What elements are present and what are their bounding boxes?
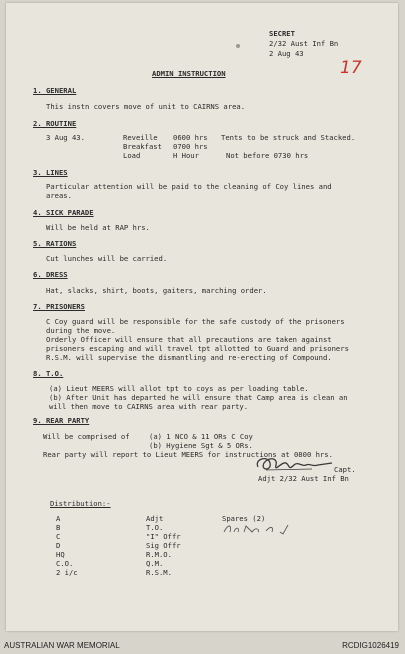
section-heading-prisoners: 7. PRISONERS — [33, 302, 85, 311]
distribution-item: HQ — [56, 550, 65, 559]
section-heading-sick-parade: 4. SICK PARADE — [33, 208, 94, 217]
distribution-item: R.S.M. — [146, 568, 172, 577]
distribution-item: D — [56, 541, 61, 550]
to-text: (a) Lieut MEERS will allot tpt to coys as per loading table. — [49, 384, 309, 393]
section-heading-to: 8. T.O. — [33, 369, 64, 378]
distribution-item: C — [56, 532, 61, 541]
signature-appointment: Adjt 2/32 Aust Inf Bn — [258, 474, 349, 483]
document-page — [6, 3, 398, 631]
dress-text: Hat, slacks, shirt, boots, gaiters, marching order. — [46, 286, 267, 295]
distribution-item: Adjt — [146, 514, 164, 523]
routine-note: Not before 0730 hrs — [226, 151, 309, 160]
section-heading-routine: 2. ROUTINE — [33, 119, 77, 128]
routine-date: 3 Aug 43. — [46, 133, 85, 142]
handwritten-signature — [252, 453, 342, 475]
section-heading-dress: 6. DRESS — [33, 270, 68, 279]
classification-label: SECRET — [269, 29, 295, 38]
document-date: 2 Aug 43 — [269, 49, 304, 58]
rear-party-item: (b) Hygiene Sgt & 5 ORs. — [149, 441, 253, 450]
prisoners-text: R.S.M. will supervise the dismantling and re-erecting of Compound. — [46, 353, 332, 362]
pencil-annotation — [222, 522, 292, 536]
rear-party-intro: Will be comprised of — [43, 432, 130, 441]
routine-time: 0600 hrs — [173, 133, 208, 142]
distribution-item: "I" Offr — [146, 532, 181, 541]
punch-hole — [236, 44, 240, 48]
lines-text: Particular attention will be paid to the cleaning of Coy lines and — [46, 182, 332, 191]
distribution-item: Sig Offr — [146, 541, 181, 550]
routine-note: Tents to be struck and Stacked. — [221, 133, 356, 142]
document-title: ADMIN INSTRUCTION — [152, 69, 226, 78]
record-id: RCDIG1026419 — [342, 641, 399, 650]
distribution-item: B — [56, 523, 61, 532]
distribution-item: C.O. — [56, 559, 74, 568]
section-heading-rations: 5. RATIONS — [33, 239, 77, 248]
unit-name: 2/32 Aust Inf Bn — [269, 39, 339, 48]
rear-party-item: (a) 1 NCO & 11 ORs C Coy — [149, 432, 253, 441]
prisoners-text: prisoners escaping and will travel tpt allotted to Guard and prisoners — [46, 344, 349, 353]
distribution-item: R.M.O. — [146, 550, 172, 559]
routine-event: Reveille — [123, 133, 158, 142]
distribution-item: T.O. — [146, 523, 164, 532]
general-text: This instn covers move of unit to CAIRNS area. — [46, 102, 246, 111]
distribution-heading: Distribution:- — [50, 499, 111, 508]
distribution-item: 2 i/c — [56, 568, 78, 577]
archive-footer — [0, 638, 405, 654]
routine-event: Load — [123, 151, 141, 160]
lines-text: areas. — [46, 191, 72, 200]
distribution-item: A — [56, 514, 61, 523]
rear-party-report: Rear party will report to Lieut MEERS for instructions at 0800 hrs. — [43, 450, 333, 459]
distribution-spares: Spares (2) — [222, 514, 266, 523]
signature-rank: Capt. — [334, 465, 356, 474]
sick-parade-text: Will be held at RAP hrs. — [46, 223, 150, 232]
to-text: will then move to CAIRNS area with rear party. — [49, 402, 249, 411]
routine-time: H Hour — [173, 151, 199, 160]
prisoners-text: C Coy guard will be responsible for the safe custody of the prisoners — [46, 317, 345, 326]
section-heading-lines: 3. LINES — [33, 168, 68, 177]
section-heading-general: 1. GENERAL — [33, 86, 77, 95]
to-text: (b) After Unit has departed he will ensure that Camp area is clean an — [49, 393, 348, 402]
rations-text: Cut lunches will be carried. — [46, 254, 168, 263]
distribution-item: Q.M. — [146, 559, 164, 568]
section-heading-rear-party: 9. REAR PARTY — [33, 416, 90, 425]
prisoners-text: during the move. — [46, 326, 116, 335]
routine-event: Breakfast — [123, 142, 162, 151]
prisoners-text: Orderly Officer will ensure that all precautions are taken against — [46, 335, 332, 344]
archive-name: AUSTRALIAN WAR MEMORIAL — [4, 641, 120, 650]
routine-time: 0700 hrs — [173, 142, 208, 151]
page-number-annotation: 17 — [340, 58, 362, 78]
